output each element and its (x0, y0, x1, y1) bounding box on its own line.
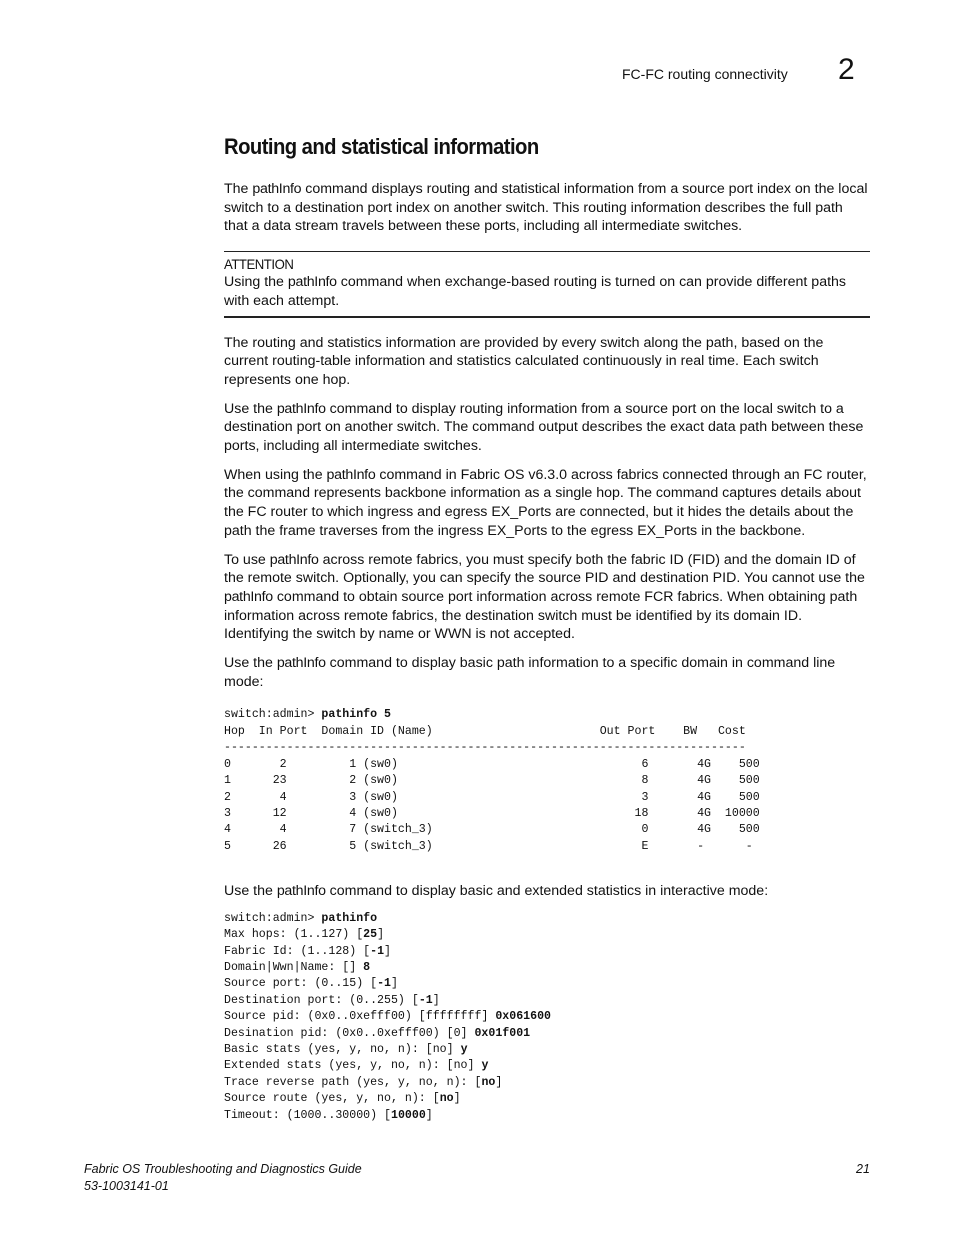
prompt-line: Basic stats (yes, y, no, n): [no] y (224, 1043, 468, 1057)
page-content (224, 131, 870, 1124)
paragraph-hop-info: The routing and statistics information are provided by every switch along the path, based on the current routing-table information and statistics calculated continuously in real time. Each switch represents one hop. (224, 334, 824, 388)
command-name: pathInfo (287, 274, 337, 291)
command-name: pathInfo (276, 400, 326, 417)
running-header-title: FC-FC routing connectivity (622, 66, 788, 82)
command-name: pathInfo (326, 466, 376, 483)
table-row: 0 2 1 (sw0) 6 4G 500 (224, 757, 760, 771)
table-row: 1 23 2 (sw0) 8 4G 500 (224, 774, 760, 788)
command-name: pathInfo (276, 883, 326, 900)
attention-text: Using the pathInfo command when exchange-based routing is turned on can provide different paths with each attempt. (224, 274, 847, 309)
intro-paragraph: The pathInfo command displays routing and statistical information from a source port index on the local switch to a destination port index on another switch. This routing information describes the full path that a data stream travels between these ports, including all intermediate switches. (224, 181, 868, 235)
page-footer (84, 1161, 362, 1195)
table-rule: --------------------------------------------------------------------------- (224, 741, 746, 755)
footer-doc-number: 53-1003141-01 (84, 1179, 169, 1193)
table-row: 4 4 7 (switch_3) 0 4G 500 (224, 823, 760, 837)
table-row: 3 12 4 (sw0) 18 4G 10000 (224, 806, 760, 820)
prompt-line: Max hops: (1..127) [25] (224, 928, 385, 942)
command-name: pathInfo (276, 655, 326, 672)
footer-guide-title: Fabric OS Troubleshooting and Diagnostics Guide (84, 1162, 362, 1176)
paragraph-cli-mode: Use the pathInfo command to display basic path information to a specific domain in command line mode: (224, 655, 836, 690)
prompt-line: Domain|Wwn|Name: [] 8 (224, 961, 371, 975)
command-name: pathInfo (252, 181, 302, 197)
prompt-line: Source route (yes, y, no, n): [no] (224, 1092, 461, 1106)
table-row: 5 26 5 (switch_3) E - - (224, 839, 753, 853)
paragraph-fc-router: When using the pathInfo command in Fabric OS v6.3.0 across fabrics connected through an FC router, the command represents backbone information as a single hop. The command captures details about the FC router to which ingress and egress EX_Ports are connected, but it hides the details about the path the frame traverses from the ingress EX_Ports to the egress EX_Ports in the backbone. (224, 466, 867, 539)
section-heading: Routing and statistical information (224, 134, 539, 159)
footer-page-number: 21 (856, 1162, 870, 1176)
table-header: Hop In Port Domain ID (Name) Out Port BW Cost (224, 724, 746, 738)
prompt-line: Trace reverse path (yes, y, no, n): [no] (224, 1075, 503, 1089)
attention-label: ATTENTION (224, 256, 294, 273)
attention-box (224, 251, 870, 317)
paragraph-remote-fabrics: To use pathInfo across remote fabrics, you must specify both the fabric ID (FID) and the domain ID of the remote switch. Optionally, you can specify the source PID and destination PID. You cannot use the pathInfo command to obtain source port information across remote FCR fabrics. When obtaining path information across remote fabrics, the destination switch must be identified by its domain ID. Identifying the switch by name or WWN is not accepted. (224, 551, 865, 643)
typed-command: pathinfo (321, 911, 378, 925)
command-name: pathInfo (224, 588, 273, 605)
paragraph-interactive-mode: Use the pathInfo command to display basic and extended statistics in interactive mode: (224, 883, 769, 900)
prompt-line: Destination port: (0..255) [-1] (224, 993, 440, 1007)
command-name: pathInfo (269, 551, 319, 568)
prompt-line: Fabric Id: (1..128) [-1] (224, 944, 391, 958)
code-example-pathinfo-domain: switch:admin> pathinfo 5 Hop In Port Domain ID (Name) Out Port BW Cost --------------------------------------------------------------------------- 0 2 1 (sw0) 6 4G 500 1 23 2 (sw0) 8 4G 500 2 4 3 (sw0) 3 4G 500 3 12 4 (sw0) 18 4G 10000 4 4 7 (switch_3) 0 4G 500 5 26 5 (switch_3) E - - (224, 708, 760, 853)
prompt-line: Desination pid: (0x0..0xefff00) [0] 0x01f001 (224, 1026, 531, 1040)
prompt-line: Extended stats (yes, y, no, n): [no] y (224, 1059, 489, 1073)
code-example-pathinfo-interactive: switch:admin> pathinfo Max hops: (1..127) [25] Fabric Id: (1..128) [-1] Domain|Wwn|Name: [] 8 Source port: (0..15) [-1] Destination port: (0..255) [-1] Source pid: (0x0..0xefff00) [ffffffff] 0x061600 Desination pid: (0x0..0xefff00) [0] 0x01f001 Basic stats (yes, y, no, n): [no] y Extended stats (yes, y, no, n): [no] y Trace reverse path (yes, y, no, n): [no] Source route (yes, y, no, n): [no] Timeout: (1000..30000) [10000] (224, 911, 552, 1122)
table-row: 2 4 3 (sw0) 3 4G 500 (224, 790, 760, 804)
paragraph-routing-info: Use the pathInfo command to display routing information from a source port on the local switch to a destination port on another switch. The command output describes the exact data path between these ports, including all intermediate switches. (224, 400, 864, 455)
prompt-line: Timeout: (1000..30000) [10000] (224, 1108, 433, 1122)
typed-command: pathinfo 5 (321, 708, 391, 722)
prompt-line: Source pid: (0x0..0xefff00) [ffffffff] 0x061600 (224, 1010, 552, 1024)
chapter-number: 2 (838, 53, 855, 86)
prompt-line: Source port: (0..15) [-1] (224, 977, 398, 991)
